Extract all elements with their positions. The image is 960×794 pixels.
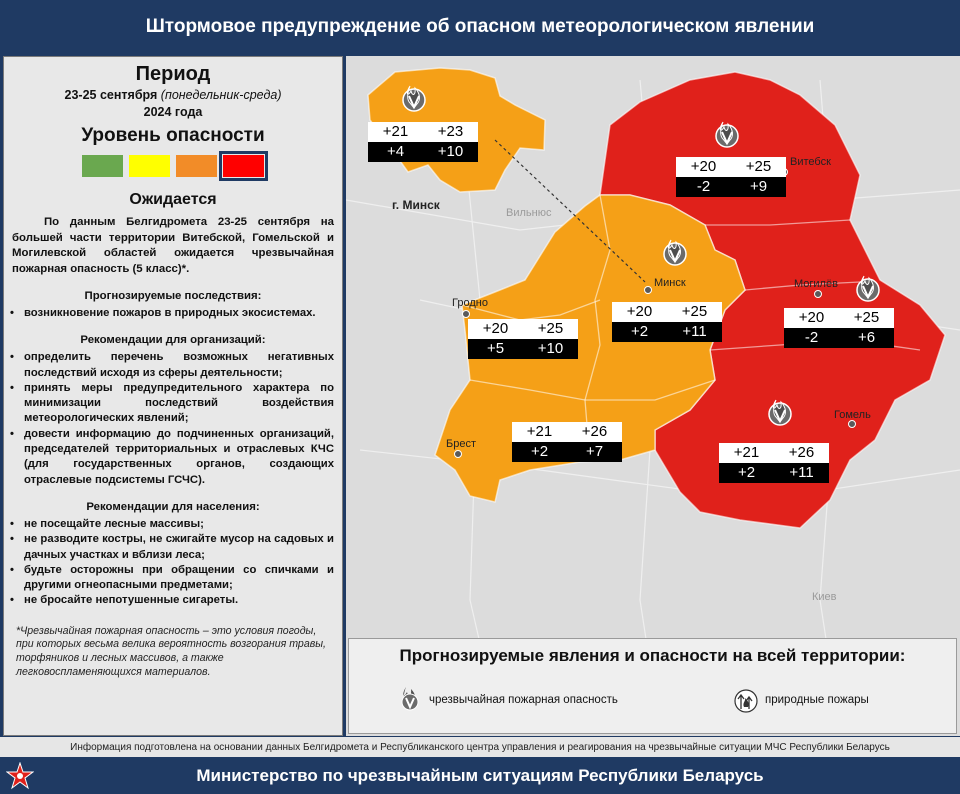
danger-level-swatch-3 xyxy=(176,155,217,177)
city-dot-grodno xyxy=(463,311,470,318)
list-item: • определить перечень возможных негативных последствий исходя из сферы деятельности; xyxy=(10,350,334,381)
city-dot-gomel xyxy=(849,421,856,428)
legend-label: чрезвычайная пожарная опасность xyxy=(429,694,618,706)
danger-level-swatch-2 xyxy=(129,155,170,177)
info-panel xyxy=(3,56,343,736)
consequences-heading: Прогнозируемые последствия: xyxy=(84,290,262,302)
temp-box-grodno: +20 +25 +5 +10 xyxy=(468,319,578,359)
page-title: Штормовое предупреждение об опасном метеорологическом явлении xyxy=(0,0,960,54)
label-minsk-inset: г. Минск xyxy=(392,198,440,212)
list-item: • не разводите костры, не сжигайте мусор на садовых и дачных участках и вблизи леса; xyxy=(10,532,334,563)
hazard-legend xyxy=(348,638,957,734)
legend-item-fire-danger xyxy=(397,685,618,715)
legend-label: природные пожары xyxy=(765,694,869,706)
org-recommendations-list xyxy=(10,350,334,488)
label-grodno: Гродно xyxy=(452,297,488,309)
footnote: *Чрезвычайная пожарная опасность – это условия погоды, при которых весьма велика вероятность возгорания травы, торфяников и лесных массивов, а также легковоспламеняющихся материалов. xyxy=(16,624,326,678)
list-item: • будьте осторожны при обращении со спичками и другими огнеопасными предметами; xyxy=(10,563,334,594)
period-dates xyxy=(4,88,342,102)
city-dot-brest xyxy=(455,451,462,458)
city-dot-mogilev xyxy=(815,291,822,298)
period-title: Период xyxy=(135,63,211,85)
temp-box-minsk: +20 +25 +2 +11 xyxy=(612,302,722,342)
legend-title: Прогнозируемые явления и опасности на всей территории: xyxy=(399,646,906,665)
fire-danger-icon xyxy=(397,685,423,715)
label-brest: Брест xyxy=(446,438,476,450)
city-dot-minsk xyxy=(645,287,652,294)
mchs-logo-icon xyxy=(6,762,34,790)
danger-level-swatch-4 xyxy=(223,155,264,177)
list-item: • принять меры предупредительного характера по минимизации последствий воздействия метеорологических явлений; xyxy=(10,381,334,427)
temp-box-vitebsk: +20 +25 -2 +9 xyxy=(676,157,786,197)
wildfire-icon xyxy=(733,685,759,715)
list-item: • не бросайте непотушенные сигареты. xyxy=(10,593,334,608)
temp-box-mogilev: +20 +25 -2 +6 xyxy=(784,308,894,348)
expected-title: Ожидается xyxy=(129,191,217,208)
label-gomel: Гомель xyxy=(834,409,871,421)
danger-level-title: Уровень опасности xyxy=(81,125,265,146)
list-item: • возникновение пожаров в природных экосистемах. xyxy=(10,306,334,321)
period-date-range: 23-25 сентября xyxy=(64,88,158,102)
period-weekdays: (понедельник-среда) xyxy=(160,88,282,102)
label-vitebsk: Витебск xyxy=(790,156,831,168)
legend-item-wildfire xyxy=(733,685,869,715)
label-vilnius: Вильнюс xyxy=(506,207,552,219)
population-recommendations-heading: Рекомендации для населения: xyxy=(86,500,260,513)
label-minsk: Минск xyxy=(654,277,686,289)
expected-text: По данным Белгидромета 23-25 сентября на большей части территории Витебской, Гомельской и Могилевской областей ожидается чрезвычайная пожарная опасность (5 класс)*. xyxy=(12,216,334,275)
info-source-note: Информация подготовлена на основании данных Белгидромета и Республиканского центра управления и реагирования на чрезвычайные ситуации МЧС Республики Беларусь xyxy=(0,737,960,757)
consequences-list xyxy=(10,306,334,321)
temp-box-minsk-city: +21 +23 +4 +10 xyxy=(368,122,478,162)
list-item: • довести информацию до подчиненных организаций, председателей территориальных и отраслевых КЧС (для государственных органов, создающих отраслевые подсистемы ГСЧС). xyxy=(10,427,334,488)
label-mogilev: Могилёв xyxy=(794,278,838,290)
label-kiev: Киев xyxy=(812,591,837,603)
population-recommendations-list xyxy=(10,517,334,609)
footer-title: Министерство по чрезвычайным ситуациям Республики Беларусь xyxy=(0,757,960,794)
org-recommendations-heading: Рекомендации для организаций: xyxy=(80,334,266,347)
temp-box-brest: +21 +26 +2 +7 xyxy=(512,422,622,462)
danger-level-scale xyxy=(4,155,342,177)
danger-level-swatch-1 xyxy=(82,155,123,177)
period-year: 2024 года xyxy=(143,105,203,119)
temp-box-gomel: +21 +26 +2 +11 xyxy=(719,443,829,483)
list-item: • не посещайте лесные массивы; xyxy=(10,517,334,532)
belarus-map xyxy=(346,56,960,736)
